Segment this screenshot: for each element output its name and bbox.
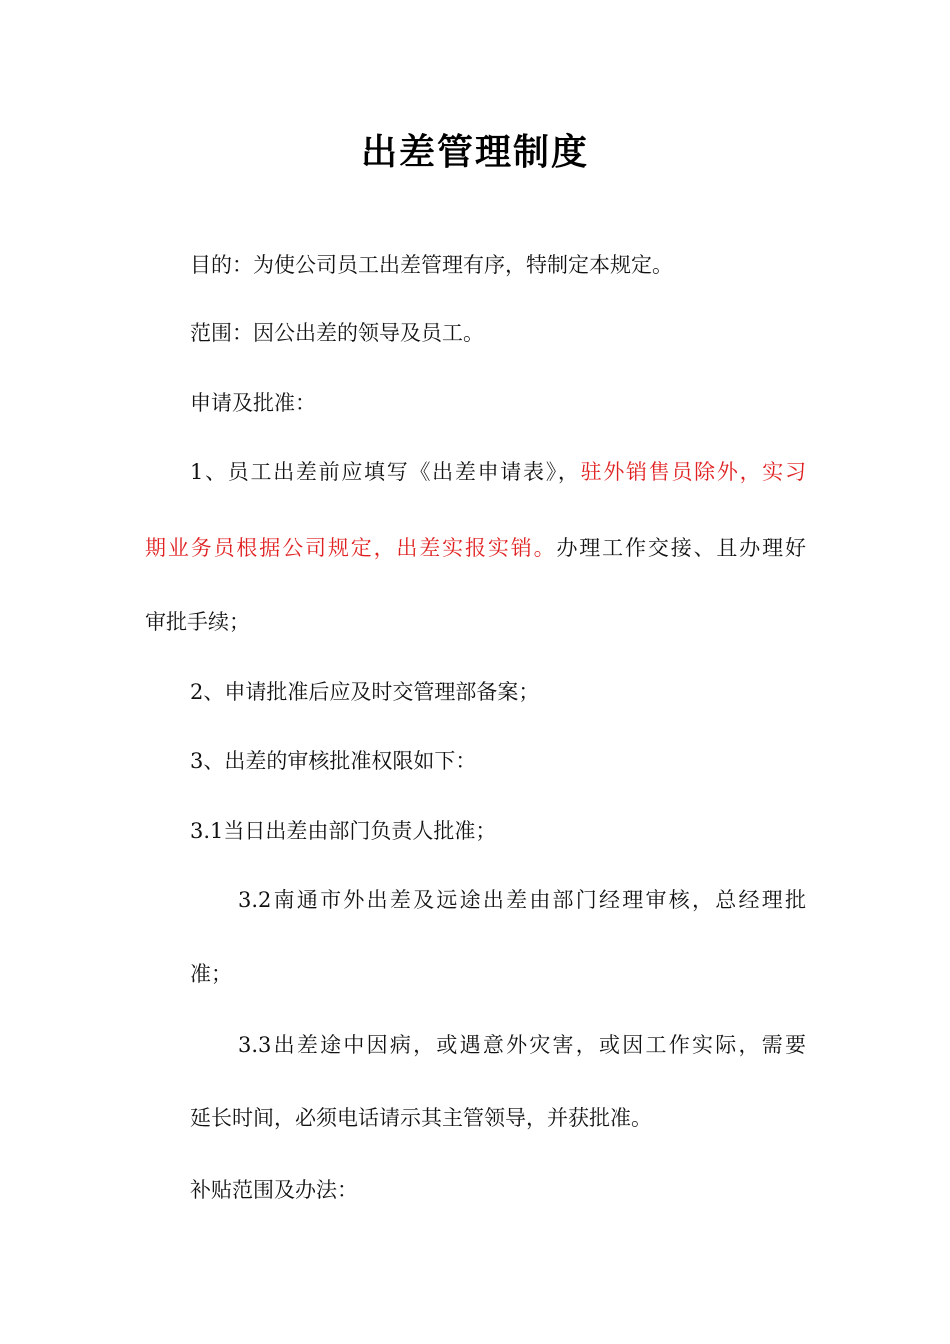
- item1-line-2: [145, 533, 806, 563]
- item1-line-3: 审批手续；: [145, 610, 250, 634]
- item3-3-line-1: 3.3出差途中因病，或遇意外灾害，或因工作实际，需要: [238, 1033, 806, 1057]
- subsidy-heading: 补贴范围及办法：: [190, 1178, 358, 1202]
- purpose-line: 目的：为使公司员工出差管理有序，特制定本规定。: [190, 253, 673, 277]
- item1-text: 1、员工出差前应填写《出差申请表》，: [190, 460, 581, 484]
- document-title: 出差管理制度: [360, 131, 589, 173]
- item1-text-cont: 办理工作交接、且办理好: [556, 536, 807, 560]
- item3-1-line: 3.1当日出差由部门负责人批准；: [190, 819, 497, 843]
- scope-line: 范围：因公出差的领导及员工。: [190, 321, 484, 345]
- item1-highlight-cont: 期业务员根据公司规定，出差实报实销。: [145, 536, 557, 560]
- item3-3-line-2: 延长时间，必须电话请示其主管领导，并获批准。: [190, 1106, 652, 1130]
- item1-line-1: [190, 457, 806, 487]
- item3-line: 3、出差的审核批准权限如下：: [190, 749, 477, 773]
- item3-2-line-2: 准；: [190, 962, 232, 986]
- item3-2-line-1: 3.2南通市外出差及远途出差由部门经理审核，总经理批: [238, 888, 806, 912]
- apply-heading: 申请及批准：: [190, 391, 316, 415]
- item2-line: 2、申请批准后应及时交管理部备案；: [190, 680, 540, 704]
- item1-highlight: 驻外销售员除外，实习: [580, 460, 807, 484]
